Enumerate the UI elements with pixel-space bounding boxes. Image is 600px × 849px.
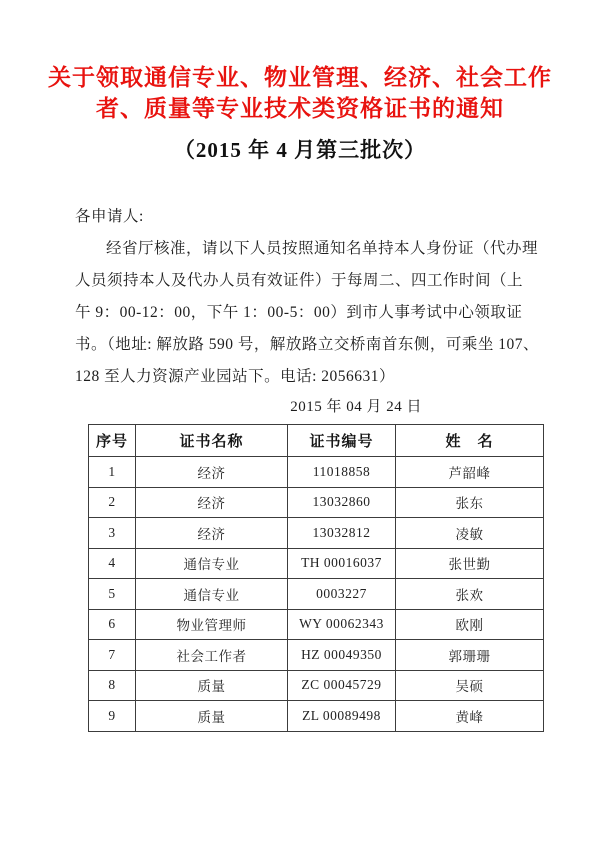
table-cell-cert-name: 通信专业: [136, 548, 288, 579]
table-cell-no: 4: [89, 548, 136, 579]
table-row: [89, 579, 544, 610]
table-cell-cert-name: 质量: [136, 670, 288, 701]
paragraph-line: 128 至人力资源产业园站下。电话: 2056631）: [75, 368, 396, 385]
table-cell-cert-name: 通信专业: [136, 579, 288, 610]
table-cell-name: 吴硕: [396, 670, 544, 701]
paragraph-line: 经省厅核准，请以下人员按照通知名单持本人身份证（代办理: [106, 240, 539, 257]
table-row: [89, 670, 544, 701]
table-header-cell: 证书名称: [136, 425, 288, 457]
notice-paragraph: [75, 233, 540, 393]
paragraph-line: 书。（地址: 解放路 590 号，解放路立交桥南首东侧，可乘坐 107、: [75, 336, 540, 353]
table-row: [89, 609, 544, 640]
table-cell-cert-no: HZ 00049350: [288, 640, 396, 671]
certificate-table: [88, 424, 544, 732]
table-cell-cert-no: ZL 00089498: [288, 701, 396, 732]
table-cell-cert-name: 质量: [136, 701, 288, 732]
issue-date: 2015 年 04 月 24 日: [290, 399, 422, 415]
table-row: [89, 487, 544, 518]
table-cell-cert-name: 经济: [136, 518, 288, 549]
table-cell-name: 郭珊珊: [396, 640, 544, 671]
table-cell-name: 张欢: [396, 579, 544, 610]
notice-body: [75, 201, 540, 419]
table-row: [89, 701, 544, 732]
notice-subtitle-batch: （2015 年 4 月第三批次）: [173, 138, 427, 162]
paragraph-line: 午 9：00-12：00，下午 1：00-5：00）到市人事考试中心领取证: [75, 304, 523, 321]
table-row: [89, 548, 544, 579]
table-header-cell: 证书编号: [288, 425, 396, 457]
table-cell-no: 5: [89, 579, 136, 610]
table-cell-no: 2: [89, 487, 136, 518]
certificate-table-body: [89, 457, 544, 732]
table-cell-name: 欧刚: [396, 609, 544, 640]
notice-title-line-1: 关于领取通信专业、物业管理、经济、社会工作: [48, 65, 552, 90]
table-header-cell: 姓 名: [396, 425, 544, 457]
table-cell-name: 黄峰: [396, 701, 544, 732]
table-row: [89, 518, 544, 549]
table-cell-no: 9: [89, 701, 136, 732]
table-cell-cert-no: WY 00062343: [288, 609, 396, 640]
table-cell-name: 张世勤: [396, 548, 544, 579]
table-cell-cert-no: 11018858: [288, 457, 396, 488]
table-cell-name: 张东: [396, 487, 544, 518]
table-header-row: [89, 425, 544, 457]
table-cell-cert-no: ZC 00045729: [288, 670, 396, 701]
certificate-table-header: [89, 425, 544, 457]
table-cell-cert-name: 社会工作者: [136, 640, 288, 671]
paragraph-line: 人员须持本人及代办人员有效证件）于每周二、四工作时间（上: [75, 272, 524, 289]
table-row: [89, 457, 544, 488]
table-cell-no: 3: [89, 518, 136, 549]
table-cell-name: 凌敏: [396, 518, 544, 549]
table-cell-cert-no: 0003227: [288, 579, 396, 610]
table-cell-no: 7: [89, 640, 136, 671]
table-cell-no: 6: [89, 609, 136, 640]
table-cell-cert-name: 经济: [136, 487, 288, 518]
table-cell-name: 芦韶峰: [396, 457, 544, 488]
notice-title-line-2: 者、质量等专业技术类资格证书的通知: [96, 96, 504, 121]
table-cell-no: 1: [89, 457, 136, 488]
table-cell-cert-name: 经济: [136, 457, 288, 488]
table-cell-cert-name: 物业管理师: [136, 609, 288, 640]
table-cell-cert-no: 13032860: [288, 487, 396, 518]
notice-title: [0, 0, 600, 124]
table-cell-cert-no: 13032812: [288, 518, 396, 549]
table-cell-no: 8: [89, 670, 136, 701]
table-row: [89, 640, 544, 671]
salutation: 各申请人:: [75, 208, 144, 225]
table-header-cell: 序号: [89, 425, 136, 457]
table-cell-cert-no: TH 00016037: [288, 548, 396, 579]
